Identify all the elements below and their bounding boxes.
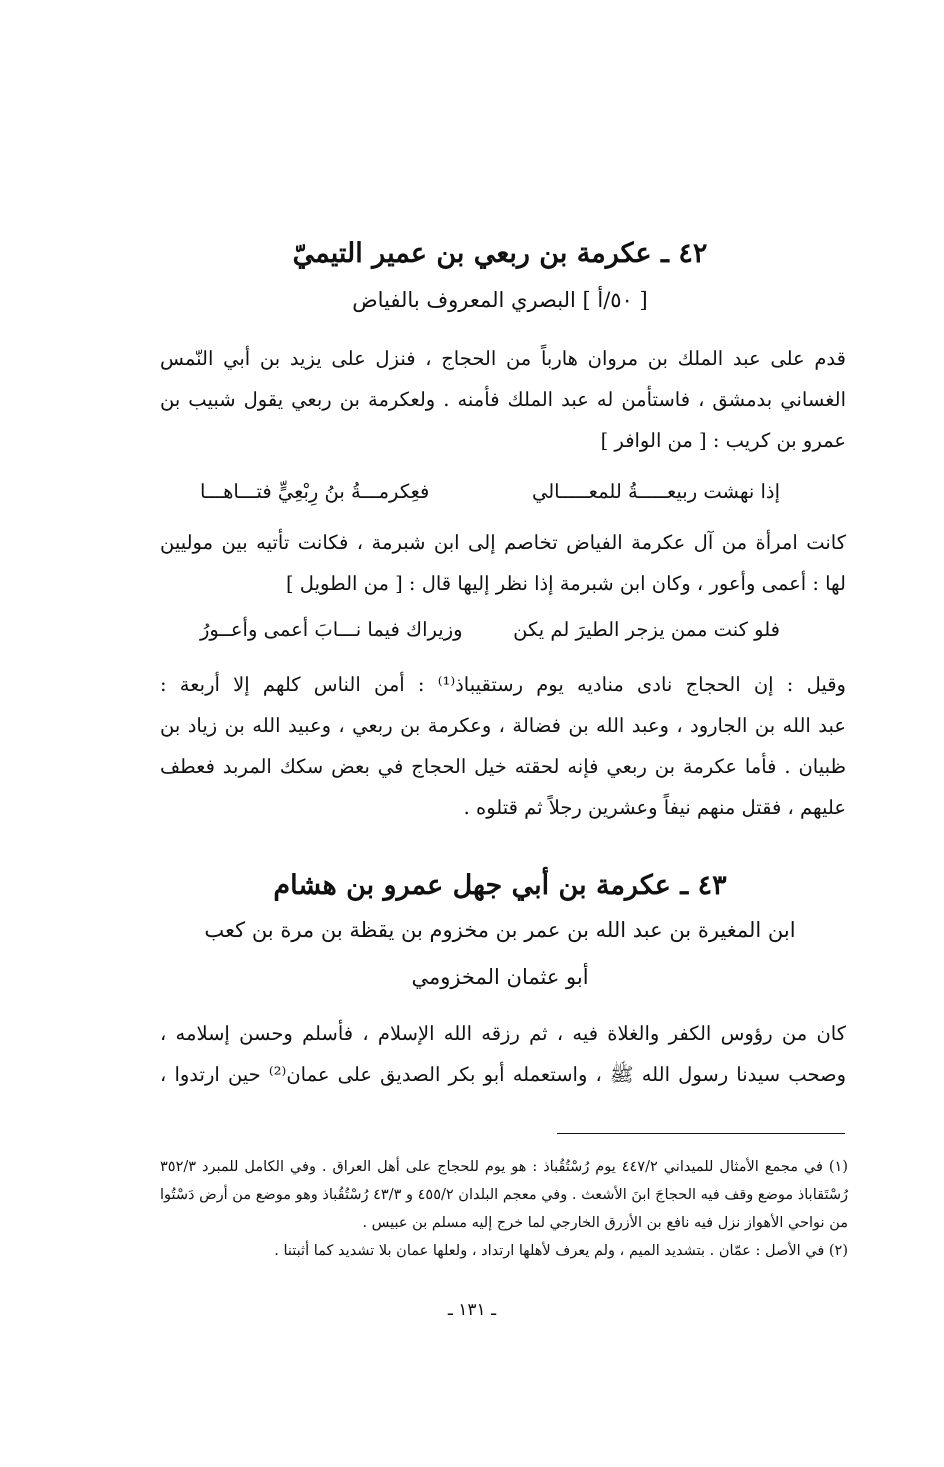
- page-number: ـ ١٣١ ـ: [447, 1300, 497, 1320]
- footnote-1-line: رُسْتَقاباذ موضع وقف فيه الحجاجَ ابنَ الأشعث . وفي معجم البلدان ٤٥٥/٢ و ٤٣/٣ رُسْتُقُباذ وهو موضع من أرض دَسْتُوا: [160, 1187, 849, 1203]
- text-line: ظبيان . فأما عكرمة بن ربعي فإنه لحقته خيل الحجاج في بعض سكك المربد فعطف: [160, 755, 846, 778]
- text-line: عليهم ، فقتل منهم نيفاً وعشرين رجلاً ثم قتلوه .: [463, 796, 846, 819]
- entry-42-paragraph-2: [160, 522, 846, 604]
- text-line: لها : أعمى وأعور ، وكان ابن شبرمة إذا نظر إليها قال : [ من الطويل ]: [286, 572, 846, 595]
- footnote-1-line: (١) في مجمع الأمثال للميداني ٤٤٧/٢ يوم رُسْتُقُباذ : هو يوم للحجاج على أهل العراق . وفي الكامل للمبرد ٣٥٢/٣: [160, 1159, 849, 1175]
- text-line: وصحب سيدنا رسول الله ﷺ ، واستعمله أبو بكر الصديق على عمان⁽²⁾ حين ارتدوا ،: [160, 1063, 847, 1086]
- verse-2-first-hemistich: فلو كنت ممن يزجر الطيرَ لم يكن: [513, 618, 780, 641]
- verse-1-second-hemistich: فعِكرمـــةُ بنُ رِبْعِيٍّ فتـــاهـــا: [200, 480, 430, 503]
- footnotes: [160, 1153, 848, 1265]
- text-line: كان من رؤوس الكفر والغلاة فيه ، ثم رزقه الله الإسلام ، فأسلم وحسن إسلامه ،: [160, 1022, 846, 1045]
- verse-1-first-hemistich: إذا نهشت ربيعـــــةُ للمعـــــالي: [531, 480, 780, 503]
- text-line: الغساني بدمشق ، فاستأمن له عبد الملك فأمنه . ولعكرمة بن ربعي يقول شبيب بن: [160, 388, 846, 411]
- entry-43-lineage: ابن المغيرة بن عبد الله بن عمر بن مخزوم بن يقظة بن مرة بن كعب: [204, 918, 796, 942]
- text-line: قدم على عبد الملك بن مروان هارباً من الحجاج ، فنزل على يزيد بن أبي النّمس: [160, 347, 846, 370]
- footnote-1-line: من نواحي الأهواز نزل فيه نافع بن الأزرق الخارجي لما خرج إليه مسلم بن عبيس .: [362, 1215, 848, 1231]
- verse-2: [200, 610, 780, 650]
- verse-1: [200, 472, 780, 512]
- entry-42-title: ٤٢ ـ عكرمة بن ربعي بن عمير التيميّ: [292, 238, 708, 269]
- entry-42-paragraph-3: [160, 664, 846, 828]
- text-line: وقيل : إن الحجاج نادى مناديه يوم رستقيباذ⁽¹⁾ : أمن الناس كلهم إلا أربعة :: [160, 673, 846, 696]
- entry-43-title: ٤٣ ـ عكرمة بن أبي جهل عمرو بن هشام: [273, 870, 727, 901]
- verse-2-second-hemistich: وزيراك فيما نـــابَ أعمى وأعــورُ: [200, 618, 463, 641]
- entry-43-paragraph-1: [160, 1013, 846, 1095]
- text-line: عبد الله بن الجارود ، وعبد الله بن فضالة ، وعكرمة بن ربعي ، وعبيد الله بن زياد بن: [160, 714, 846, 737]
- entry-42-subtitle: [ ٥٠/أ ] البصري المعروف بالفياض: [352, 288, 648, 312]
- entry-43-kunya: أبو عثمان المخزومي: [411, 965, 589, 989]
- footnote-2: (٢) في الأصل : عمّان . بتشديد الميم ، ولم يعرف لأهلها ارتداد ، ولعلها عمان بلا تشديد كما أثبتنا .: [274, 1243, 848, 1259]
- entry-42-paragraph-1: [160, 338, 846, 461]
- text-line: عمرو بن كريب : [ من الوافر ]: [600, 429, 846, 452]
- text-line: كانت امرأة من آل عكرمة الفياض تخاصم إلى ابن شبرمة ، فكانت تأتيه بين موليين: [160, 531, 846, 554]
- footnote-separator: [557, 1133, 845, 1134]
